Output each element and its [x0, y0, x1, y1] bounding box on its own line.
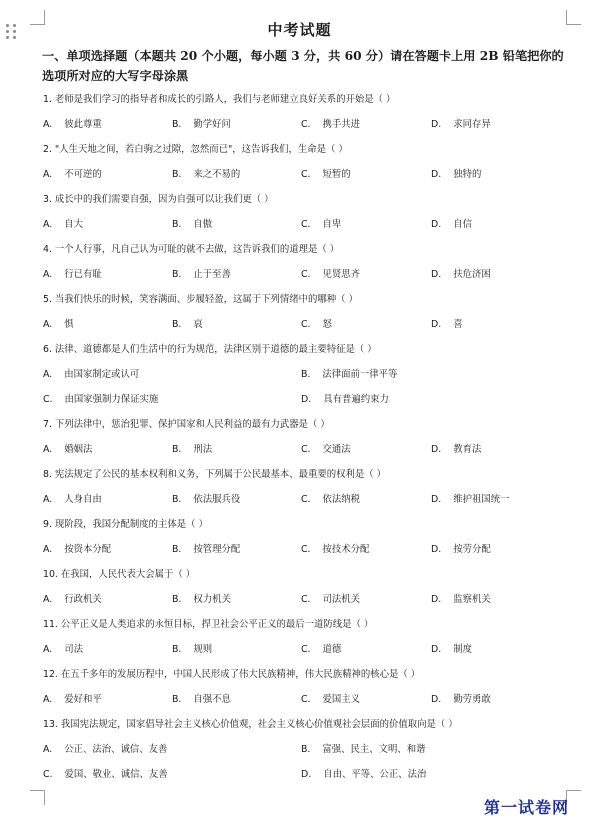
option-letter: A. — [43, 694, 53, 705]
option-choice[interactable] — [301, 593, 360, 607]
option-text: 勤学好问 — [193, 119, 231, 130]
option-choice[interactable] — [431, 493, 509, 507]
option-choice[interactable] — [43, 768, 168, 782]
option-choice[interactable] — [301, 768, 426, 782]
question-stem: 12. 在五千多年的发展历程中，中国人民形成了伟大民族精神，伟大民族精神的核心是（ ） — [43, 669, 421, 680]
option-choice[interactable] — [431, 268, 491, 282]
option-letter: C. — [301, 694, 311, 705]
option-text: 富强、民主、文明、和谐 — [322, 744, 426, 755]
question-stem: 4. 一个人行事，凡自己认为可耻的就不去做，这告诉我们的道理是（ ） — [43, 244, 340, 255]
option-choice[interactable] — [301, 693, 360, 707]
option-choice[interactable] — [43, 218, 83, 232]
option-letter: C. — [301, 444, 311, 455]
option-letter: B. — [301, 369, 311, 380]
option-text: 彼此尊重 — [64, 119, 102, 130]
option-choice[interactable] — [301, 393, 389, 407]
option-text: 按技术分配 — [322, 544, 370, 555]
option-choice[interactable] — [172, 118, 231, 132]
option-letter: C. — [301, 269, 311, 280]
option-letter: D. — [431, 444, 442, 455]
option-text: 见贤思齐 — [322, 269, 361, 280]
option-text: 法律面前一律平等 — [322, 369, 398, 380]
option-text: 按资本分配 — [64, 544, 112, 555]
option-choice[interactable] — [301, 268, 360, 282]
option-choice[interactable] — [43, 168, 102, 182]
option-letter: A. — [43, 444, 53, 455]
option-text: 不可逆的 — [64, 169, 102, 180]
option-text: 行已有耻 — [64, 269, 102, 280]
question-stem: 10. 在我国，人民代表大会属于（ ） — [43, 569, 196, 580]
option-text: 短暂的 — [322, 169, 351, 180]
option-text: 司法 — [64, 644, 83, 655]
option-text: 携手共进 — [322, 119, 361, 130]
option-choice[interactable] — [301, 168, 351, 182]
question-stem: 8. 宪法规定了公民的基本权利和义务，下列属于公民最基本、最重要的权利是（ ） — [43, 469, 387, 480]
option-choice[interactable] — [172, 493, 240, 507]
option-choice[interactable] — [431, 643, 472, 657]
option-letter: A. — [43, 644, 53, 655]
option-choice[interactable] — [431, 593, 491, 607]
option-letter: B. — [172, 694, 182, 705]
option-choice[interactable] — [301, 543, 369, 557]
option-letter: A. — [43, 744, 53, 755]
option-choice[interactable] — [43, 493, 102, 507]
option-choice[interactable] — [301, 368, 397, 382]
option-text: 怒 — [322, 319, 332, 330]
option-letter: B. — [172, 169, 182, 180]
option-choice[interactable] — [301, 118, 360, 132]
option-row — [43, 268, 563, 282]
option-text: 规则 — [193, 644, 213, 655]
option-letter: C. — [301, 544, 311, 555]
question-stem: 13. 我国宪法规定，国家倡导社会主义核心价值观，社会主义核心价值观社会层面的价值取向是（ ） — [43, 719, 458, 730]
option-choice[interactable] — [43, 543, 111, 557]
option-letter: D. — [431, 644, 442, 655]
option-text: 刑法 — [193, 444, 213, 455]
option-choice[interactable] — [43, 593, 102, 607]
option-choice[interactable] — [172, 318, 203, 332]
option-text: 止于至善 — [193, 269, 231, 280]
option-text: 交通法 — [322, 444, 351, 455]
option-choice[interactable] — [431, 318, 463, 332]
option-letter: B. — [172, 444, 182, 455]
option-text: 来之不易的 — [193, 169, 241, 180]
option-choice[interactable] — [43, 393, 158, 407]
option-letter: D. — [431, 594, 442, 605]
option-letter: A. — [43, 369, 53, 380]
option-choice[interactable] — [301, 743, 426, 757]
option-row — [43, 643, 563, 657]
option-letter: B. — [172, 494, 182, 505]
option-letter: B. — [172, 544, 182, 555]
option-letter: A. — [43, 219, 53, 230]
option-text: 由国家制定或认可 — [64, 369, 140, 380]
option-choice[interactable] — [172, 268, 231, 282]
option-text: 行政机关 — [64, 594, 102, 605]
option-text: 自由、平等、公正、法治 — [323, 769, 427, 780]
option-choice[interactable] — [431, 693, 491, 707]
option-text: 由国家强制力保证实施 — [64, 394, 159, 405]
option-text: 按劳分配 — [453, 544, 491, 555]
option-choice[interactable] — [172, 593, 231, 607]
option-choice[interactable] — [431, 218, 472, 232]
question-stem: 9. 现阶段，我国分配制度的主体是（ ） — [43, 519, 208, 530]
option-text: 维护祖国统一 — [453, 494, 510, 505]
option-row — [43, 368, 563, 382]
option-letter: C. — [301, 494, 311, 505]
option-choice[interactable] — [172, 543, 240, 557]
question-stem: 2. "人生天地之间，若白驹之过隙，忽然而已"，这告诉我们，生命是（ ） — [43, 144, 348, 155]
option-letter: C. — [301, 644, 311, 655]
option-text: 按管理分配 — [193, 544, 241, 555]
option-row — [43, 768, 563, 782]
option-letter: C. — [43, 394, 53, 405]
option-text: 人身自由 — [64, 494, 102, 505]
option-text: 自大 — [64, 219, 83, 230]
option-text: 公正、法治、诚信、友善 — [64, 744, 168, 755]
option-choice[interactable] — [301, 643, 341, 657]
option-letter: A. — [43, 169, 53, 180]
option-letter: D. — [431, 544, 442, 555]
option-letter: A. — [43, 319, 53, 330]
option-choice[interactable] — [43, 268, 102, 282]
option-row — [43, 393, 563, 407]
option-choice[interactable] — [43, 643, 83, 657]
option-letter: B. — [172, 319, 182, 330]
option-letter: C. — [301, 169, 311, 180]
option-choice[interactable] — [172, 693, 231, 707]
option-choice[interactable] — [431, 168, 481, 182]
option-choice[interactable] — [301, 318, 332, 332]
option-letter: D. — [431, 494, 442, 505]
option-text: 喜 — [453, 319, 463, 330]
option-choice[interactable] — [431, 543, 491, 557]
option-text: 爱好和平 — [64, 694, 102, 705]
section-heading: 一、单项选择题（本题共 20 个小题，每小题 3 分，共 60 分）请在答题卡上用 2B 铅笔把你的选项所对应的大写字母涂黑 — [42, 49, 564, 83]
option-letter: C. — [301, 594, 311, 605]
option-letter: B. — [172, 119, 182, 130]
option-row — [43, 543, 563, 557]
option-text: 爱国、敬业、诚信、友善 — [64, 769, 168, 780]
option-letter: B. — [172, 219, 182, 230]
option-text: 独特的 — [453, 169, 482, 180]
option-text: 司法机关 — [322, 594, 361, 605]
option-row — [43, 593, 563, 607]
option-choice[interactable] — [43, 318, 74, 332]
option-letter: B. — [172, 644, 182, 655]
question-stem: 1. 老师是我们学习的指导者和成长的引路人，我们与老师建立良好关系的开始是（ ） — [43, 94, 396, 105]
option-letter: C. — [43, 769, 53, 780]
option-choice[interactable] — [172, 643, 212, 657]
crop-mark-bottom-left — [30, 790, 45, 805]
option-row — [43, 493, 563, 507]
option-letter: B. — [172, 594, 182, 605]
option-text: 哀 — [193, 319, 203, 330]
option-letter: A. — [43, 544, 53, 555]
option-letter: A. — [43, 594, 53, 605]
question-stem: 7. 下列法律中，惩治犯罪、保护国家和人民利益的最有力武器是（ ） — [43, 419, 330, 430]
option-text: 自卑 — [322, 219, 342, 230]
option-row — [43, 443, 563, 457]
option-letter: C. — [301, 119, 311, 130]
option-choice[interactable] — [301, 493, 360, 507]
option-text: 制度 — [453, 644, 472, 655]
option-letter: D. — [431, 269, 442, 280]
option-row — [43, 218, 563, 232]
option-text: 自傲 — [193, 219, 213, 230]
option-choice[interactable] — [172, 218, 212, 232]
option-letter: C. — [301, 219, 311, 230]
option-choice[interactable] — [43, 693, 102, 707]
option-text: 婚姻法 — [64, 444, 93, 455]
option-row — [43, 118, 563, 132]
option-choice[interactable] — [301, 443, 351, 457]
option-text: 道德 — [322, 644, 342, 655]
option-choice[interactable] — [172, 443, 212, 457]
option-letter: D. — [431, 219, 442, 230]
option-letter: D. — [301, 769, 312, 780]
option-choice[interactable] — [43, 743, 167, 757]
question-stem: 3. 成长中的我们需要自强，因为自强可以让我们更（ ） — [43, 194, 274, 205]
option-text: 具有普遍约束力 — [323, 394, 389, 405]
option-text: 自强不息 — [193, 694, 231, 705]
option-letter: A. — [43, 119, 53, 130]
site-watermark: 第一试卷网 — [484, 798, 570, 817]
option-text: 自信 — [453, 219, 472, 230]
option-choice[interactable] — [301, 218, 341, 232]
option-text: 依法服兵役 — [193, 494, 241, 505]
option-letter: B. — [301, 744, 311, 755]
option-text: 监察机关 — [453, 594, 491, 605]
option-choice[interactable] — [43, 443, 92, 457]
option-text: 求同存异 — [453, 119, 491, 130]
option-row — [43, 168, 563, 182]
option-letter: A. — [43, 494, 53, 505]
option-choice[interactable] — [431, 443, 481, 457]
question-stem: 5. 当我们快乐的时候，笑容满面、步履轻盈，这属于下列情绪中的哪种（ ） — [43, 294, 358, 305]
option-choice[interactable] — [172, 168, 240, 182]
option-text: 权力机关 — [193, 594, 231, 605]
option-letter: B. — [172, 269, 182, 280]
question-list — [43, 93, 563, 782]
option-row — [43, 743, 563, 757]
option-choice[interactable] — [431, 118, 491, 132]
option-letter: D. — [301, 394, 312, 405]
option-letter: C. — [301, 319, 311, 330]
question-stem: 11. 公平正义是人类追求的永恒目标，捍卫社会公平正义的最后一道防线是（ ） — [43, 619, 374, 630]
option-text: 依法纳税 — [322, 494, 361, 505]
option-row — [43, 318, 563, 332]
option-text: 教育法 — [453, 444, 482, 455]
option-letter: D. — [431, 319, 442, 330]
option-letter: D. — [431, 119, 442, 130]
option-choice[interactable] — [43, 118, 102, 132]
option-row — [43, 693, 563, 707]
option-text: 勤劳勇敢 — [453, 694, 491, 705]
option-text: 惧 — [64, 319, 74, 330]
option-text: 扶危济困 — [453, 269, 491, 280]
option-letter: A. — [43, 269, 53, 280]
option-text: 爱国主义 — [322, 694, 361, 705]
option-letter: D. — [431, 169, 442, 180]
page-title: 中考试题 — [267, 21, 332, 39]
option-letter: D. — [431, 694, 442, 705]
question-stem: 6. 法律、道德都是人们生活中的行为规范，法律区别于道德的最主要特征是（ ） — [43, 344, 377, 355]
option-choice[interactable] — [43, 368, 139, 382]
